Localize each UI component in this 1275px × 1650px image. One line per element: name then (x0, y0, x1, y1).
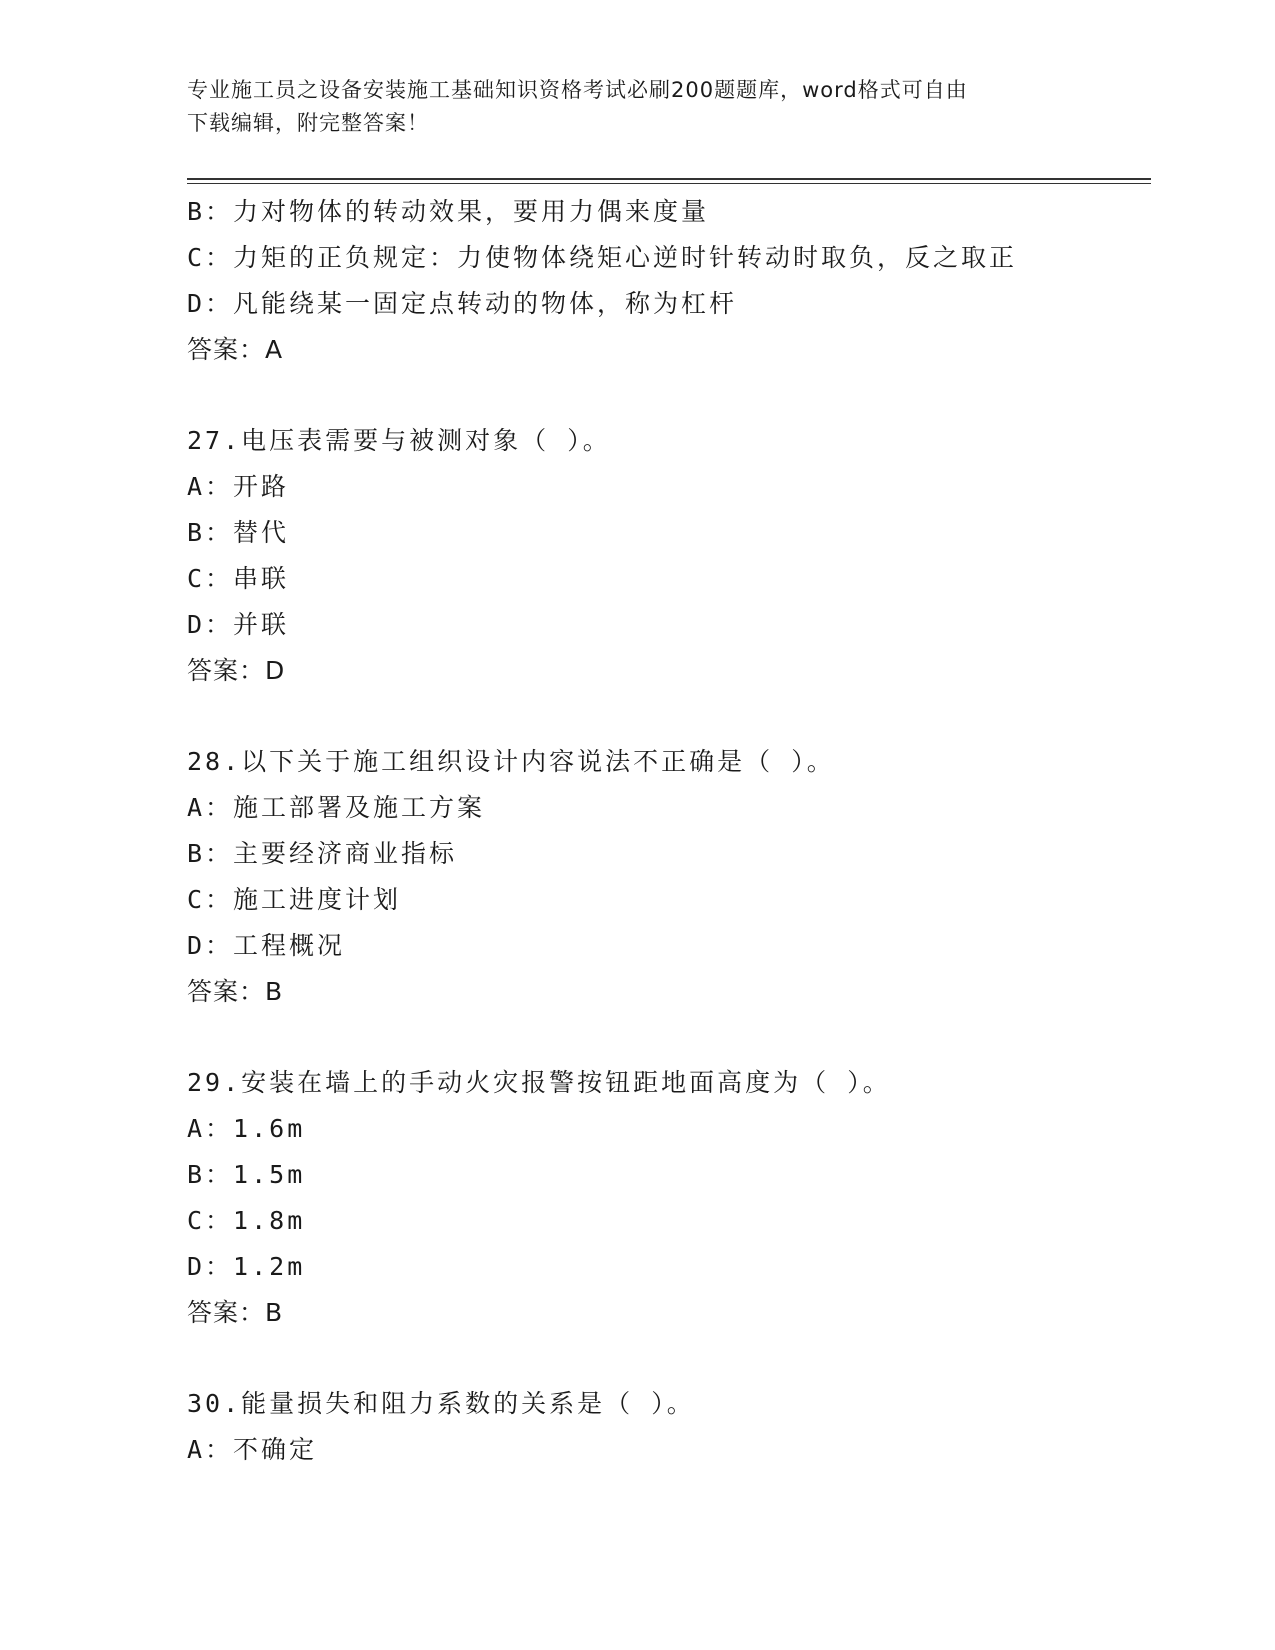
option-c: C：施工进度计划 (187, 885, 402, 914)
answer: 答案：A (187, 335, 284, 364)
option-c: C：1.8m (187, 1206, 306, 1235)
option-b: B：替代 (187, 518, 290, 547)
header-divider-thin (187, 183, 1151, 184)
option-b: B：主要经济商业指标 (187, 839, 458, 868)
answer: 答案：B (187, 1298, 284, 1327)
header-divider-thick (187, 178, 1151, 180)
header-title-line-2: 下载编辑，附完整答案！ (187, 111, 429, 135)
question-stem: 28.以下关于施工组织设计内容说法不正确是（ ）。 (187, 747, 835, 776)
option-d: D：并联 (187, 610, 290, 639)
question-list (187, 189, 1151, 1473)
option-a: A：不确定 (187, 1435, 318, 1464)
answer: 答案：D (187, 656, 286, 685)
option-d: D：1.2m (187, 1252, 306, 1281)
header-title-line-1: 专业施工员之设备安装施工基础知识资格考试必刷200题题库，word格式可自由 (187, 78, 968, 102)
answer: 答案：B (187, 977, 284, 1006)
option-a: A：施工部署及施工方案 (187, 793, 486, 822)
option-c: C：力矩的正负规定：力使物体绕矩心逆时针转动时取负，反之取正 (187, 243, 1018, 272)
option-b: B：力对物体的转动效果，要用力偶来度量 (187, 197, 710, 226)
option-c: C：串联 (187, 564, 290, 593)
question-26-continued (187, 189, 1151, 373)
question-stem: 27.电压表需要与被测对象（ ）。 (187, 426, 611, 455)
option-a: A：1.6m (187, 1114, 306, 1143)
question-30 (187, 1381, 1151, 1473)
question-27 (187, 418, 1151, 694)
question-29 (187, 1060, 1151, 1336)
option-d: D：凡能绕某一固定点转动的物体，称为杠杆 (187, 289, 738, 318)
document-header (187, 74, 1087, 140)
option-d: D：工程概况 (187, 931, 346, 960)
question-28 (187, 739, 1151, 1015)
question-stem: 29.安装在墙上的手动火灾报警按钮距地面高度为（ ）。 (187, 1068, 891, 1097)
question-stem: 30.能量损失和阻力系数的关系是（ ）。 (187, 1389, 695, 1418)
option-b: B：1.5m (187, 1160, 306, 1189)
option-a: A：开路 (187, 472, 290, 501)
